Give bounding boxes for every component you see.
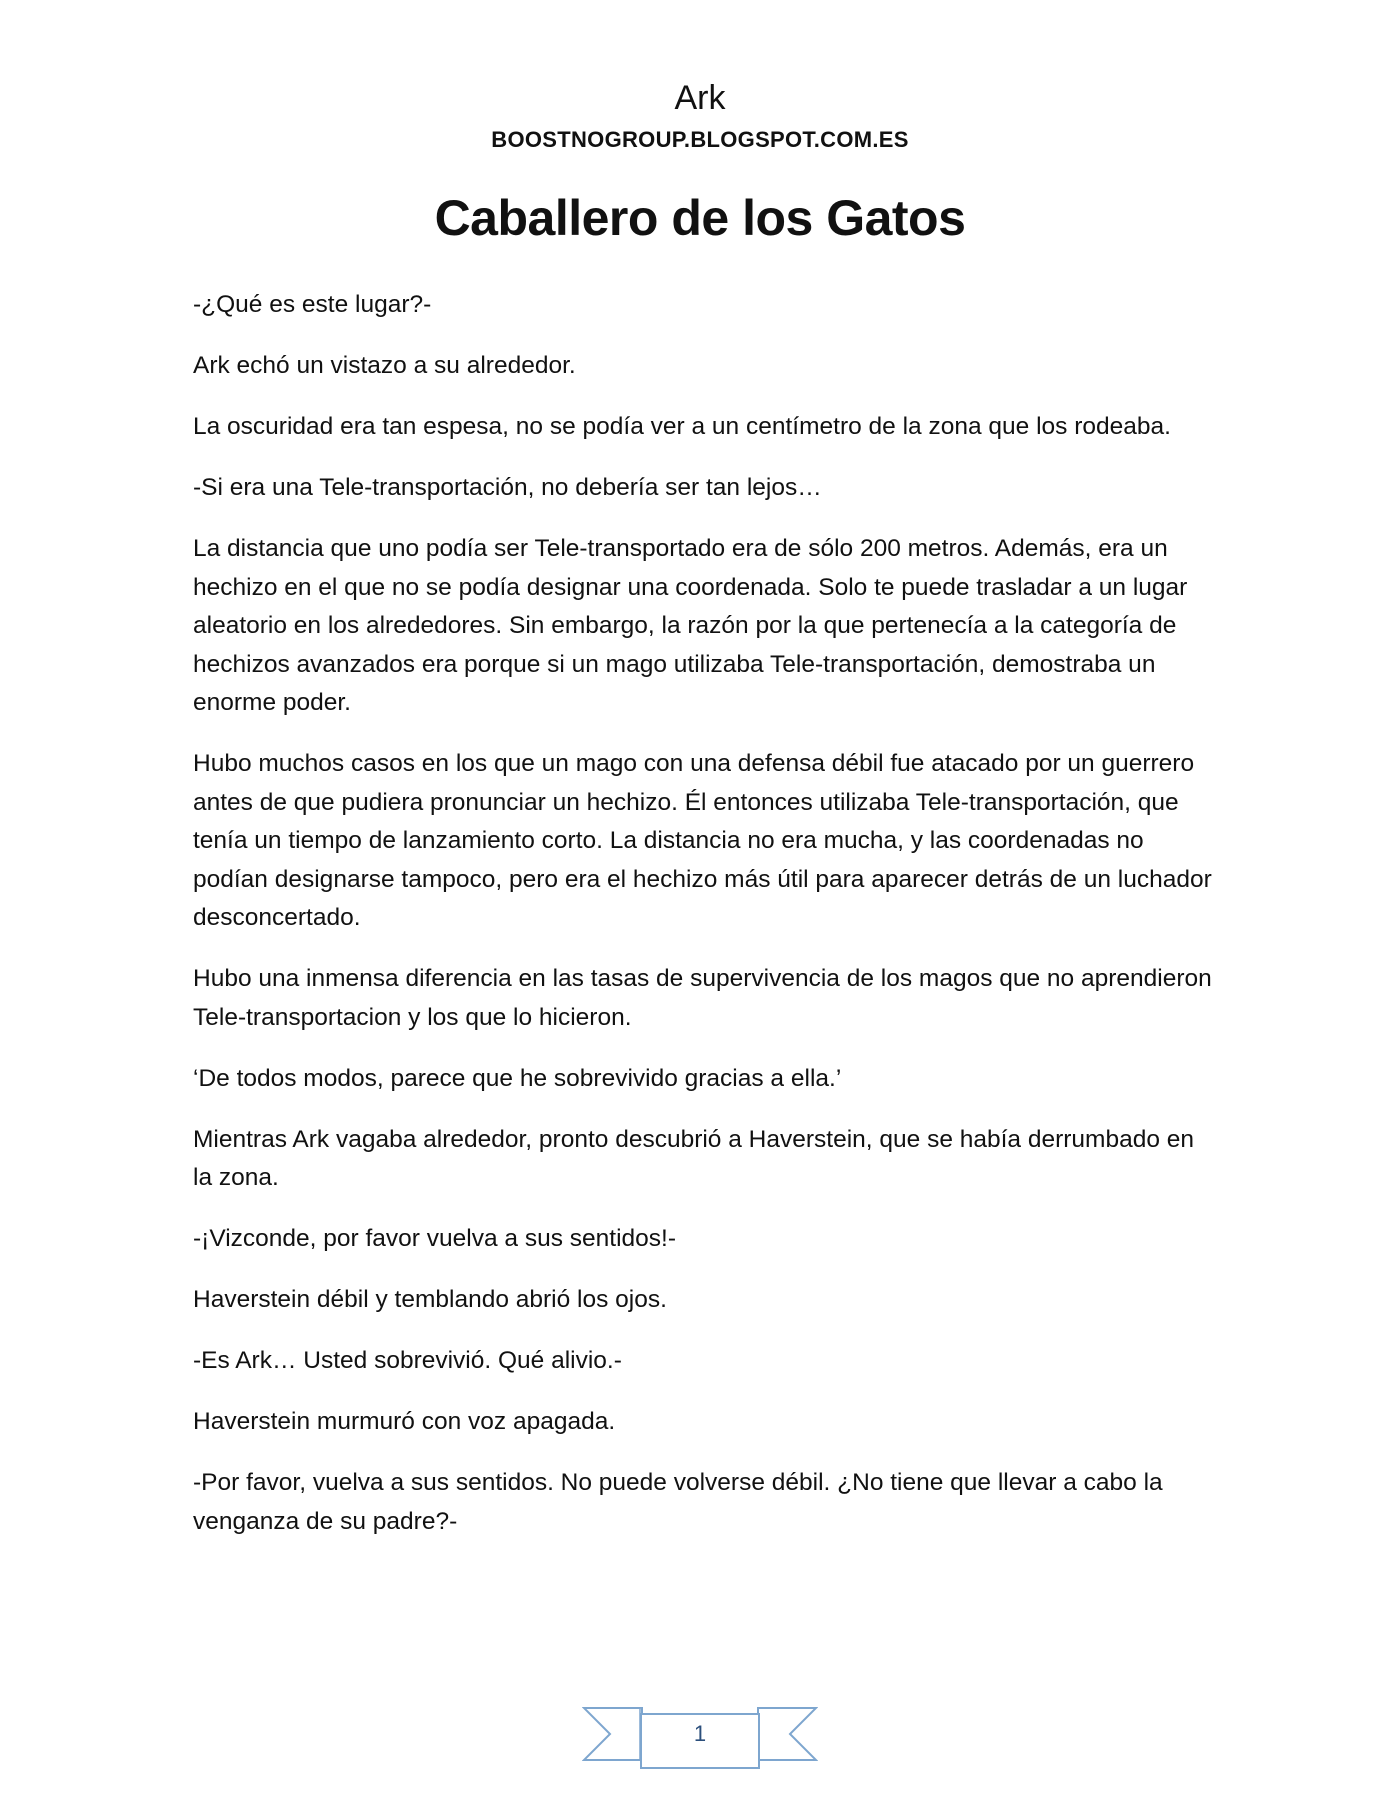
chapter-title: Caballero de los Gatos	[434, 190, 966, 246]
paragraph: Haverstein débil y temblando abrió los ojos.	[193, 1286, 667, 1313]
paragraph: Hubo una inmensa diferencia en las tasas de supervivencia de los magos que no aprendieron Tele-transportacion y los que lo hicieron.	[193, 965, 1212, 1031]
paragraph: La distancia que uno podía ser Tele-transportado era de sólo 200 metros. Además, era un hechizo en el que no se podía designar una coordenada. Solo te puede trasladar a un lugar aleatorio en los alrededores. Sin embargo, la razón por la que pertenecía a la categoría de hechizos avanzados era porque si un mago utilizaba Tele-transportación, demostraba un enorme poder.	[193, 535, 1188, 716]
header-site-url: BOOSTNOGROUP.BLOGSPOT.COM.ES	[491, 127, 909, 152]
paragraph: -¿Qué es este lugar?-	[193, 291, 432, 318]
page-number: 1	[693, 1721, 707, 1746]
paragraph: -Si era una Tele-transportación, no debería ser tan lejos…	[193, 474, 822, 501]
paragraph: Haverstein murmuró con voz apagada.	[193, 1408, 616, 1435]
paragraph: Mientras Ark vagaba alrededor, pronto descubrió a Haverstein, que se había derrumbado en la zona.	[193, 1125, 1195, 1191]
paragraph: La oscuridad era tan espesa, no se podía ver a un centímetro de la zona que los rodeaba.	[193, 413, 1171, 440]
paragraph: ‘De todos modos, parece que he sobrevivido gracias a ella.’	[193, 1064, 842, 1092]
header-author: Ark	[674, 79, 726, 117]
paragraph: -Por favor, vuelva a sus sentidos. No puede volverse débil. ¿No tiene que llevar a cabo la venganza de su padre?-	[193, 1469, 1163, 1535]
paragraph: Hubo muchos casos en los que un mago con una defensa débil fue atacado por un guerrero antes de que pudiera pronunciar un hechizo. Él entonces utilizaba Tele-transportación, que tenía un tiempo de lanzamiento corto. La distancia no era mucha, y las coordenadas no podían designarse tampoco, pero era el hechizo más útil para aparecer detrás de un luchador desconcertado.	[193, 750, 1212, 931]
paragraph: Ark echó un vistazo a su alrededor.	[193, 352, 576, 379]
body-text	[193, 286, 1213, 1564]
paragraph: -¡Vizconde, por favor vuelva a sus sentidos!-	[193, 1225, 676, 1252]
paragraph: -Es Ark… Usted sobrevivió. Qué alivio.-	[193, 1347, 622, 1374]
